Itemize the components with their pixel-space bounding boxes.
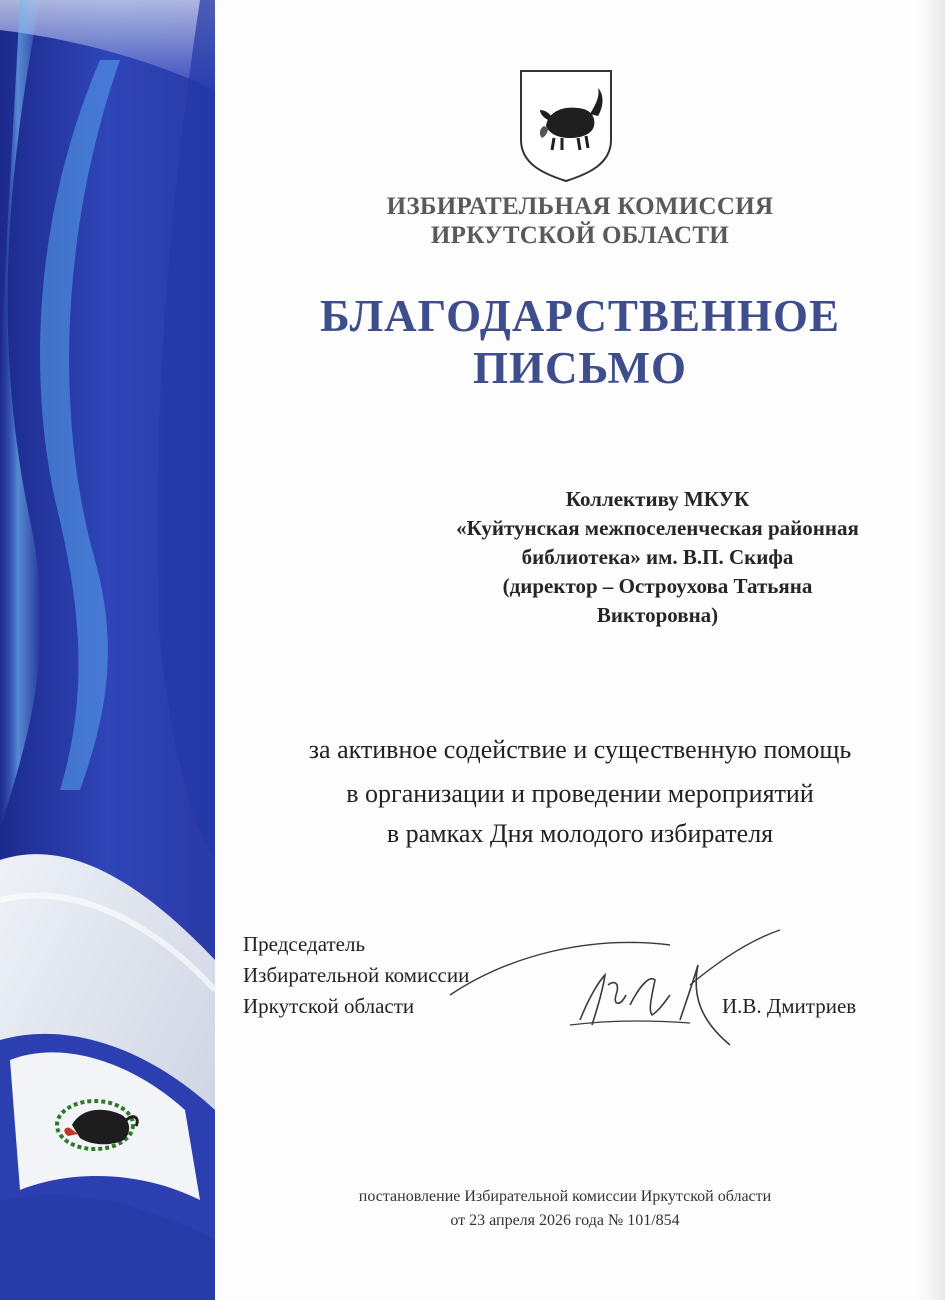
recipient-line: Коллективу МКУК: [565, 487, 750, 511]
recipient-line: «Куйтунская межпоселенческая районная: [456, 516, 859, 540]
gratitude-text-line: в организации и проведении мероприятий: [346, 779, 814, 808]
document-title-line1: БЛАГОДАРСТВЕННОЕ: [320, 291, 840, 341]
recipient-line: библиотека» им. В.П. Скифа: [521, 545, 794, 569]
scan-edge-shadow: [917, 0, 945, 1300]
document-title-line2: ПИСЬМО: [473, 343, 687, 393]
recipient-line: (директор – Остроухова Татьяна: [502, 574, 813, 598]
signatory-title-line: Председатель: [243, 932, 366, 956]
irkutsk-coat-of-arms-icon: [518, 68, 614, 184]
signatory-title-line: Избирательной комиссии: [243, 963, 470, 987]
gratitude-text-line: в рамках Дня молодого избирателя: [386, 819, 774, 848]
organization-name-line2: ИРКУТСКОЙ ОБЛАСТИ: [430, 222, 730, 249]
recipient-line: Викторовна): [596, 603, 719, 627]
handwritten-signature: [430, 925, 790, 1055]
decorative-ribbon: [0, 0, 215, 1300]
signatory-title-line: Иркутской области: [243, 994, 415, 1018]
decree-reference-line1: постановление Избирательной комиссии Иркутской области: [358, 1188, 772, 1205]
gratitude-text-line: за активное содействие и существенную помощь: [308, 735, 852, 764]
decree-reference-line2: от 23 апреля 2026 года № 101/854: [450, 1212, 680, 1229]
signatory-name: И.В. Дмитриев: [722, 994, 857, 1018]
organization-name-line1: ИЗБИРАТЕЛЬНАЯ КОМИССИЯ: [386, 193, 774, 220]
